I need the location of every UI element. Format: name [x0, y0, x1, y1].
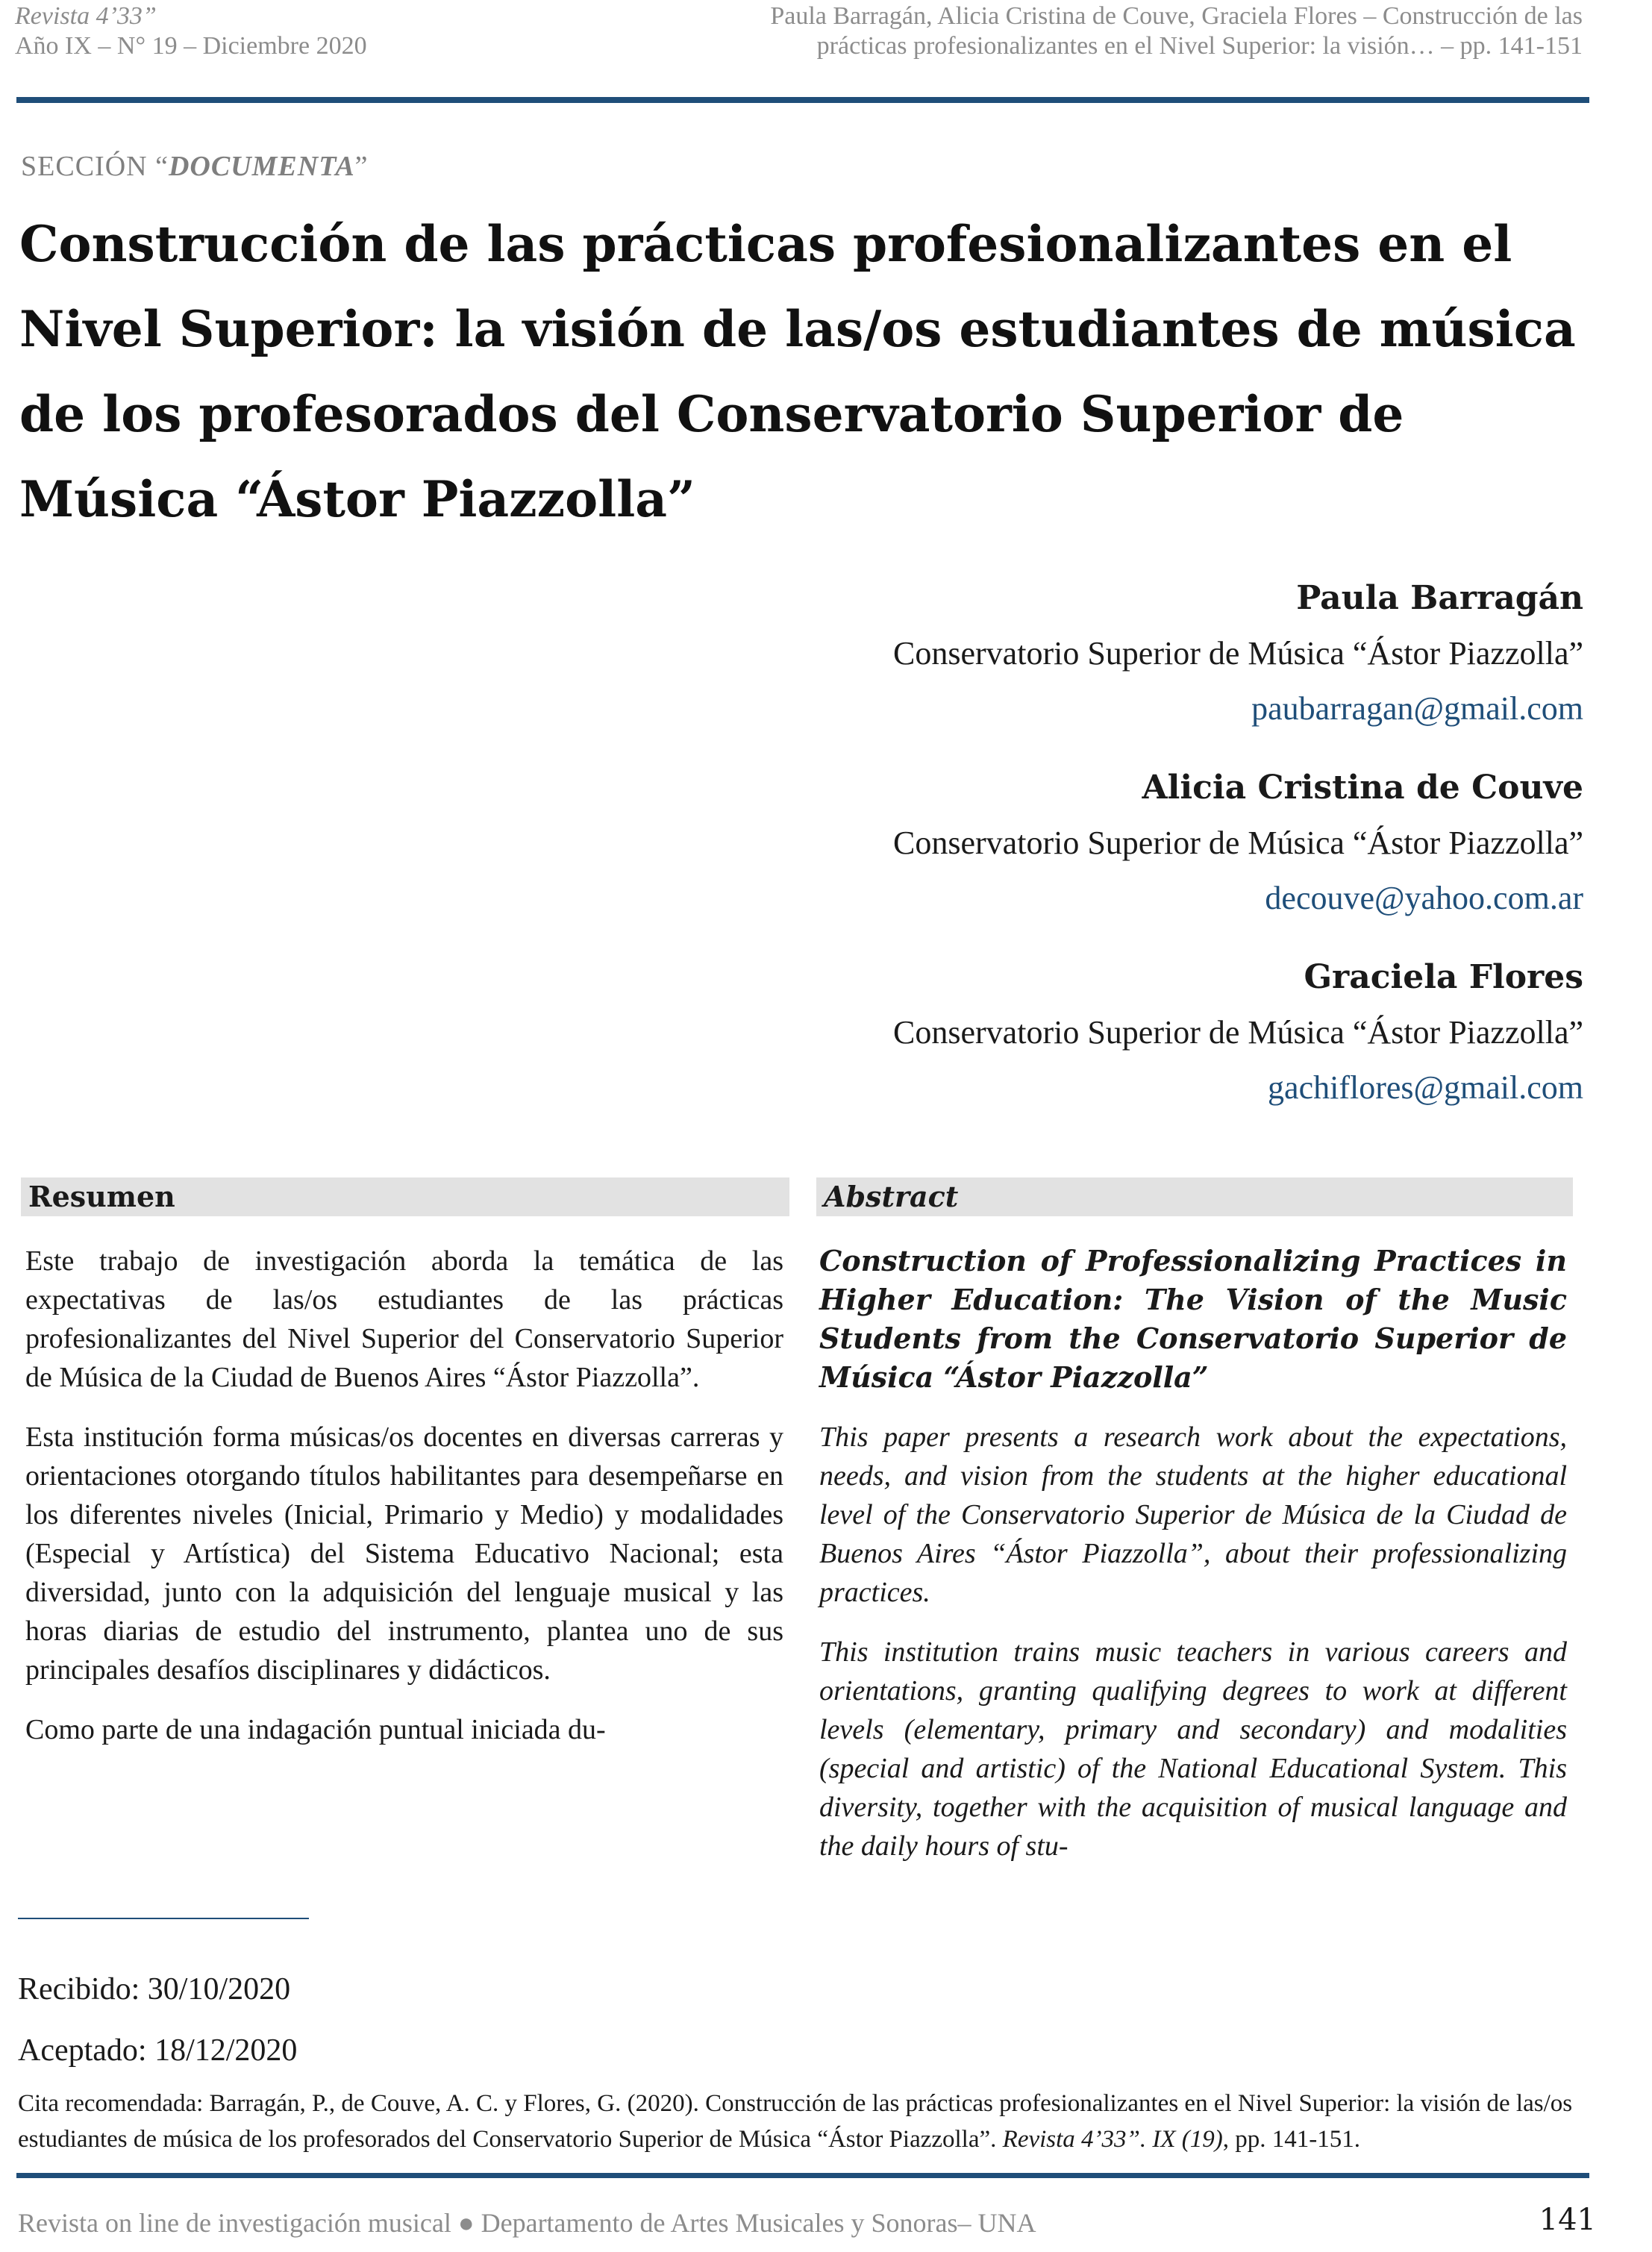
- resumen-paragraph: Esta institución forma músicas/os docentes en diversas carreras y orientaciones otorgando títulos habilitantes para desempeñarse en los diferentes niveles (Inicial, Primario y Medio) y modalidades (Especial y Artística) del Sistema Educativo Nacional; esta diversidad, junto con la adquisición del lenguaje musical y las horas diarias de estudio del instrumento, plantea uno de sus principales desafíos disciplinares y didácticos.: [25, 1421, 783, 1686]
- article-title: Construcción de las prácticas profesionalizantes en el Nivel Superior: la visión de las/os estudiantes de música de los profesorados del Conservatorio Superior de Música “Ástor Piazzolla”: [19, 215, 1576, 528]
- author-name: Graciela Flores: [1304, 958, 1583, 996]
- author-affiliation: Conservatorio Superior de Música “Ástor Piazzolla”: [893, 1014, 1583, 1051]
- author-email-link[interactable]: paubarragan@gmail.com: [1251, 690, 1583, 727]
- abstract-body: [819, 1242, 1567, 1886]
- running-title-line-2: prácticas profesionalizantes en el Nivel Superior: la visión… – pp. 141-151: [816, 32, 1583, 60]
- dates-block: [18, 1959, 297, 2081]
- section-name: DOCUMENTA: [168, 151, 355, 182]
- accepted-date: Aceptado: 18/12/2020: [18, 2033, 298, 2068]
- running-header-right: [770, 1, 1583, 61]
- author-affiliation: Conservatorio Superior de Música “Ástor Piazzolla”: [893, 635, 1583, 672]
- author-list: [539, 571, 1583, 1139]
- journal-name: Revista 4’33”: [15, 2, 157, 30]
- footer-text: Revista on line de investigación musical ● Departamento de Artes Musicales y Sonoras– UNA: [18, 2208, 1036, 2238]
- abstract-title: Construction of Professionalizing Practices in Higher Education: The Vision of the Music Students from the Conservatorio Superior de Música “Ástor Piazzolla”: [819, 1244, 1567, 1394]
- page-number: 141: [1539, 2203, 1596, 2237]
- resumen-body: [25, 1242, 783, 1770]
- resumen-paragraph: Como parte de una indagación puntual iniciada du-: [25, 1714, 606, 1745]
- recommended-citation: [18, 2086, 1585, 2157]
- author-email-link[interactable]: decouve@yahoo.com.ar: [1265, 880, 1583, 916]
- citation-pages: , pp. 141-151.: [1222, 2126, 1361, 2153]
- citation-text: Cita recomendada: Barragán, P., de Couve, A. C. y Flores, G. (2020). Construcción de las prácticas profesionalizantes en el Nivel Superior: la visión de las/os estudiantes de música de los profesorados del Conservatorio Superior de Música “Ástor Piazzolla”.: [18, 2090, 1573, 2153]
- author-block: [539, 571, 1583, 736]
- received-date: Recibido: 30/10/2020: [18, 1972, 291, 2007]
- running-title-line-1: Paula Barragán, Alicia Cristina de Couve, Graciela Flores – Construcción de las: [770, 2, 1583, 30]
- footnote-rule: [18, 1918, 309, 1919]
- author-name: Paula Barragán: [1296, 579, 1583, 617]
- abstract-paragraph: This paper presents a research work about the expectations, needs, and vision from the students at the higher educational level of the Conservatorio Superior de Música de la Ciudad de Buenos Aires “Ástor Piazzolla”, about their professionalizing practices.: [819, 1421, 1567, 1608]
- author-block: [539, 760, 1583, 926]
- resumen-heading: Resumen: [21, 1177, 789, 1216]
- resumen-paragraph: Este trabajo de investigación aborda la temática de las expectativas de las/os estudiantes de las prácticas profesionalizantes del Nivel Superior del Conservatorio Superior de Música de la Ciudad de Buenos Aires “Ástor Piazzolla”.: [25, 1245, 783, 1393]
- citation-journal: Revista 4’33”. IX (19): [1002, 2126, 1223, 2153]
- abstract-heading: Abstract: [816, 1177, 1573, 1216]
- abstract-paragraph: This institution trains music teachers in various careers and orientations, granting qualifying degrees to work at different levels (elementary, primary and secondary) and modalities (special and artistic) of the National Educational System. This diversity, together with the acquisition of musical language and the daily hours of stu-: [819, 1636, 1567, 1862]
- issue-info: Año IX – N° 19 – Diciembre 2020: [15, 32, 367, 60]
- author-affiliation: Conservatorio Superior de Música “Ástor Piazzolla”: [893, 825, 1583, 861]
- running-header-left: [15, 1, 367, 61]
- header-rule: [16, 97, 1589, 103]
- author-email-link[interactable]: gachiflores@gmail.com: [1268, 1069, 1583, 1106]
- author-name: Alicia Cristina de Couve: [1142, 769, 1583, 807]
- footer-rule: [16, 2173, 1589, 2178]
- section-label: SECCIÓN “DOCUMENTA”: [21, 151, 369, 182]
- author-block: [539, 950, 1583, 1116]
